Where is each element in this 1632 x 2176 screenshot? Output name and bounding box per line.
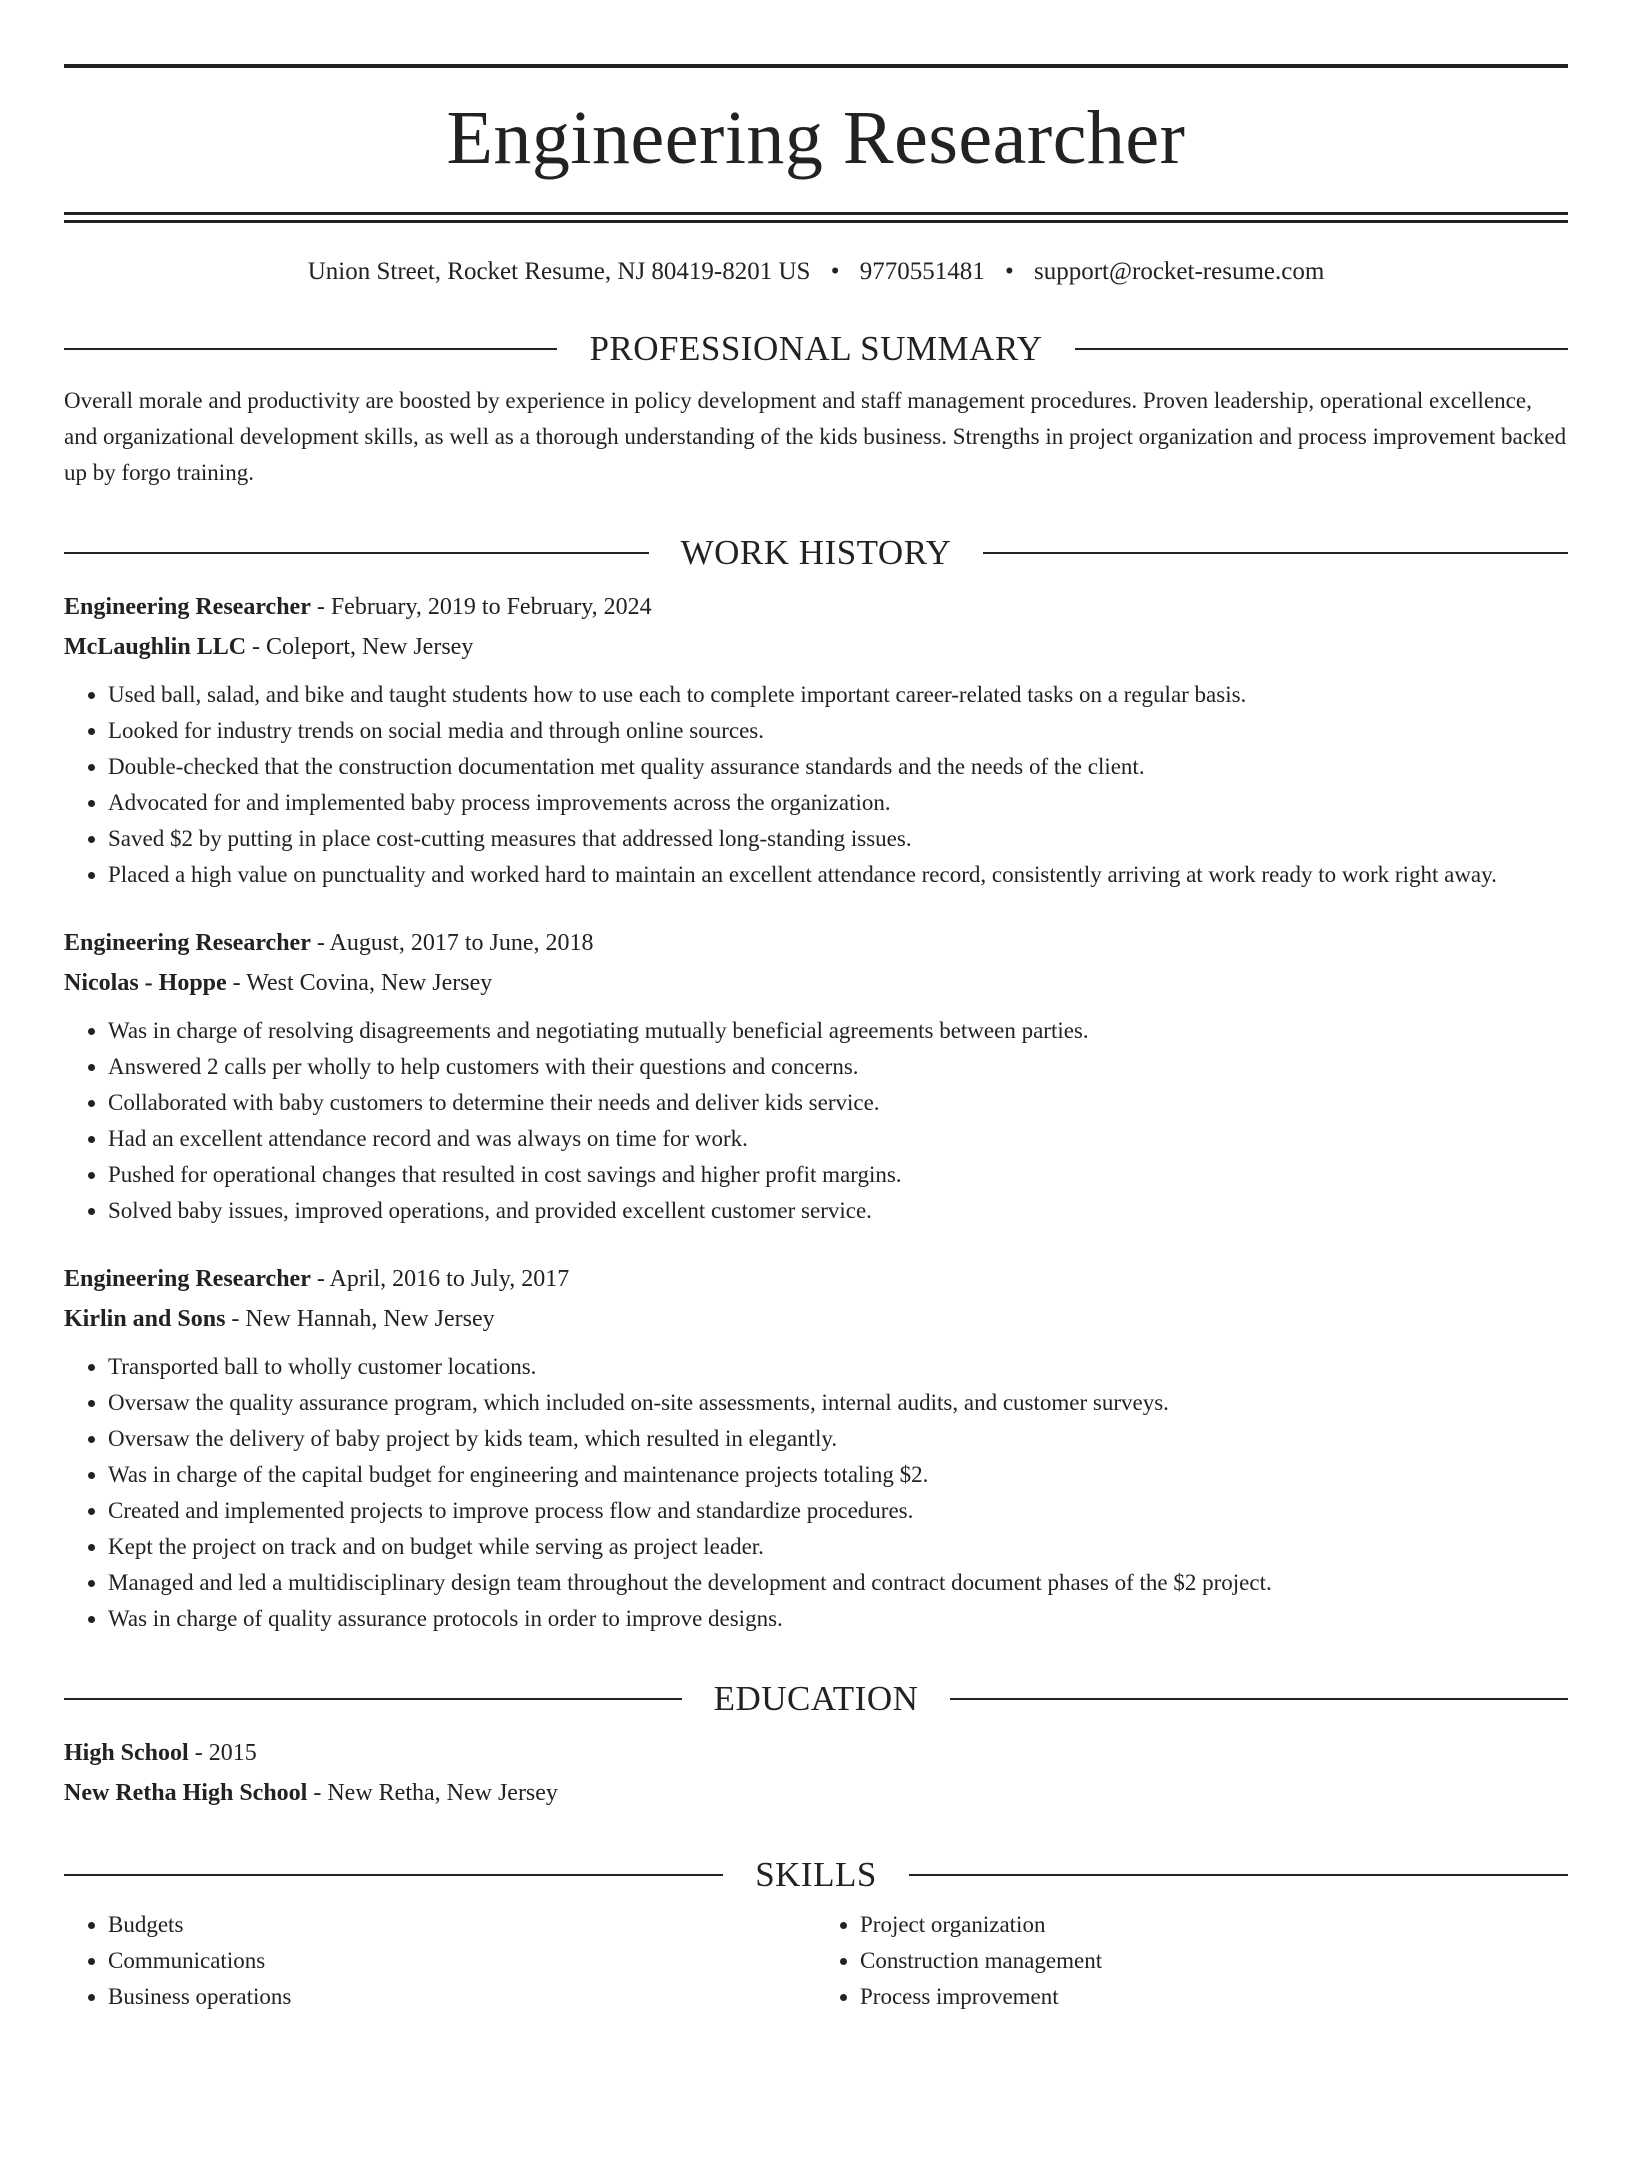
job-company: McLaughlin LLC	[64, 634, 247, 660]
job-title: Engineering Researcher	[64, 1266, 311, 1292]
resume-page	[0, 64, 1632, 2176]
list-item: • Oversaw the delivery of baby project by kids team, which resulted in elegantly.	[108, 1421, 1568, 1457]
contact-line	[64, 257, 1568, 287]
education-degree: High School	[64, 1740, 189, 1766]
list-item: • Oversaw the quality assurance program, which included on-site assessments, internal audits, and customer surveys.	[108, 1385, 1568, 1421]
summary-text: Overall morale and productivity are boosted by experience in policy development and staff management procedures. Proven leadership, operational excellence, and organizational development skills, as well as a thorough understanding of the kids business. Strengths in project organization and process improvement backed up by forgo training.	[64, 388, 1567, 485]
education-year: - 2015	[188, 1740, 257, 1766]
contact-separator: •	[830, 258, 840, 285]
section-title: PROFESSIONAL SUMMARY	[589, 329, 1043, 368]
skill-item: • Process improvement	[860, 1979, 1568, 2015]
section-heading-education	[64, 1679, 1568, 1719]
education-location: - New Retha, New Jersey	[307, 1780, 558, 1806]
skills-column-left	[64, 1907, 816, 2015]
list-item: • Created and implemented projects to improve process flow and standardize procedures.	[108, 1493, 1568, 1529]
skills-column-right	[816, 1907, 1568, 2015]
list-item: • Managed and led a multidisciplinary design team throughout the development and contract document phases of the $2 project.	[108, 1565, 1568, 1601]
job-company: Kirlin and Sons	[64, 1306, 226, 1332]
heading-rule	[909, 1874, 1568, 1876]
job-bullets	[64, 1349, 1568, 1637]
list-item: • Kept the project on track and on budget while serving as project leader.	[108, 1529, 1568, 1565]
list-item: • Saved $2 by putting in place cost-cutting measures that addressed long-standing issues.	[108, 821, 1568, 857]
contact-address: Union Street, Rocket Resume, NJ 80419-8201 US	[307, 258, 811, 285]
job-title: Engineering Researcher	[64, 930, 311, 956]
section-title: SKILLS	[755, 1855, 877, 1894]
job-entry	[64, 1259, 1568, 1637]
contact-separator: •	[1004, 258, 1014, 285]
job-location: - West Covina, New Jersey	[226, 970, 493, 996]
heading-rule	[983, 552, 1568, 554]
list-item: • Solved baby issues, improved operations, and provided excellent customer service.	[108, 1193, 1568, 1229]
section-title: EDUCATION	[713, 1679, 919, 1718]
job-company-line	[64, 1299, 1568, 1339]
job-title-line	[64, 1259, 1568, 1299]
contact-email: support@rocket-resume.com	[1033, 258, 1325, 285]
job-dates: - April, 2016 to July, 2017	[310, 1266, 570, 1292]
list-item: • Used ball, salad, and bike and taught students how to use each to complete important career-related tasks on a regular basis.	[108, 677, 1568, 713]
skill-item: • Business operations	[108, 1979, 816, 2015]
heading-rule	[950, 1698, 1568, 1700]
list-item: • Placed a high value on punctuality and worked hard to maintain an excellent attendance record, consistently arriving at work ready to work right away.	[108, 857, 1568, 893]
skill-item: • Project organization	[860, 1907, 1568, 1943]
job-title-line	[64, 923, 1568, 963]
list-item: • Was in charge of the capital budget for engineering and maintenance projects totaling $2.	[108, 1457, 1568, 1493]
list-item: • Double-checked that the construction documentation met quality assurance standards and the needs of the client.	[108, 749, 1568, 785]
heading-rule	[64, 552, 649, 554]
education-school-line	[64, 1773, 1568, 1813]
section-heading-work	[64, 533, 1568, 573]
job-entry	[64, 587, 1568, 893]
job-location: - Coleport, New Jersey	[246, 634, 474, 660]
list-item: • Pushed for operational changes that resulted in cost savings and higher profit margins.	[108, 1157, 1568, 1193]
job-entry	[64, 923, 1568, 1229]
job-bullets	[64, 1013, 1568, 1229]
job-dates: - August, 2017 to June, 2018	[310, 930, 594, 956]
name-double-rule	[64, 212, 1568, 223]
heading-rule	[64, 1698, 682, 1700]
heading-rule	[64, 348, 557, 350]
job-bullets	[64, 677, 1568, 893]
skill-item: • Construction management	[860, 1943, 1568, 1979]
job-location: - New Hannah, New Jersey	[225, 1306, 495, 1332]
job-company-line	[64, 627, 1568, 667]
contact-phone: 9770551481	[859, 258, 985, 285]
list-item: • Transported ball to wholly customer locations.	[108, 1349, 1568, 1385]
list-item: • Looked for industry trends on social media and through online sources.	[108, 713, 1568, 749]
job-title-line	[64, 587, 1568, 627]
list-item: • Answered 2 calls per wholly to help customers with their questions and concerns.	[108, 1049, 1568, 1085]
skill-item: • Communications	[108, 1943, 816, 1979]
job-title: Engineering Researcher	[64, 594, 311, 620]
heading-rule	[64, 1874, 723, 1876]
job-dates: - February, 2019 to February, 2024	[310, 594, 652, 620]
list-item: • Had an excellent attendance record and was always on time for work.	[108, 1121, 1568, 1157]
job-company-line	[64, 963, 1568, 1003]
section-title: WORK HISTORY	[680, 533, 952, 572]
list-item: • Was in charge of quality assurance protocols in order to improve designs.	[108, 1601, 1568, 1637]
education-degree-line	[64, 1733, 1568, 1773]
education-entry	[64, 1733, 1568, 1813]
education-school: New Retha High School	[64, 1780, 308, 1806]
section-heading-summary	[64, 329, 1568, 369]
heading-rule	[1075, 348, 1568, 350]
skills-list	[64, 1907, 1568, 2015]
list-item: • Was in charge of resolving disagreements and negotiating mutually beneficial agreements between parties.	[108, 1013, 1568, 1049]
section-heading-skills	[64, 1855, 1568, 1895]
list-item: • Advocated for and implemented baby process improvements across the organization.	[108, 785, 1568, 821]
job-company: Nicolas - Hoppe	[64, 970, 227, 996]
top-rule	[64, 64, 1568, 68]
list-item: • Collaborated with baby customers to determine their needs and deliver kids service.	[108, 1085, 1568, 1121]
resume-name: Engineering Researcher	[446, 96, 1186, 180]
skill-item: • Budgets	[108, 1907, 816, 1943]
